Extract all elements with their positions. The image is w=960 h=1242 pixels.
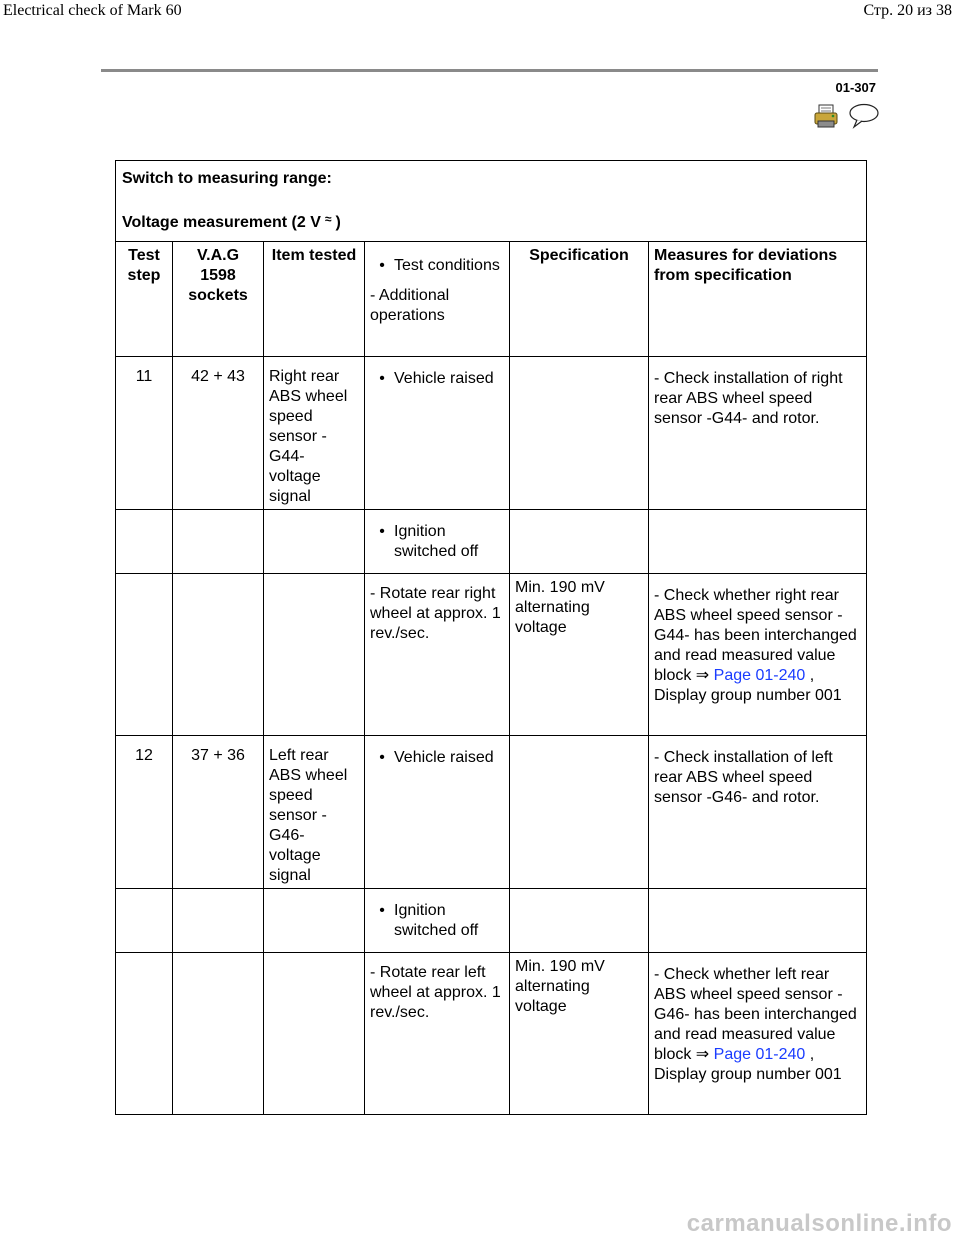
table-row: - Rotate rear left wheel at approx. 1 rev./sec. Min. 190 mV alternating voltage - Check whether left rear ABS wheel speed sensor -G46- has been interchanged and read measured value block ⇒ Page 01-240 , Display group number 001 xyxy=(116,953,867,1115)
header-divider xyxy=(101,69,878,72)
header-test-step: Test step xyxy=(116,242,173,357)
page-link[interactable]: Page 01-240 xyxy=(713,667,806,684)
header-item-tested: Item tested xyxy=(264,242,365,357)
table-row: 11 42 + 43 Right rear ABS wheel speed sensor -G44- voltage signal • Vehicle raised - Check installation of right rear ABS wheel speed sensor -G44- and rotor. xyxy=(116,357,867,510)
header-conditions: • Test conditions - Additional operations xyxy=(365,242,510,357)
header-measures: Measures for deviations from specification xyxy=(649,242,867,357)
printer-icon[interactable] xyxy=(814,103,838,134)
table-row: • Ignition switched off xyxy=(116,889,867,953)
table-caption: Switch to measuring range: Voltage measurement (2 V ≈ ) xyxy=(116,161,867,242)
measurement-table xyxy=(115,160,867,1115)
table-row: 12 37 + 36 Left rear ABS wheel speed sensor -G46- voltage signal • Vehicle raised - Check installation of left rear ABS wheel speed sensor -G46- and rotor. xyxy=(116,736,867,889)
header-specification: Specification xyxy=(510,242,649,357)
page-link[interactable]: Page 01-240 xyxy=(713,1046,806,1063)
speech-bubble-icon[interactable] xyxy=(848,103,880,134)
page-counter: Стр. 20 из 38 xyxy=(863,2,952,19)
table-row: - Rotate rear right wheel at approx. 1 rev./sec. Min. 190 mV alternating voltage - Check whether right rear ABS wheel speed sensor -G44- has been interchanged and read measured value block ⇒ Page 01-240 , Display group number 001 xyxy=(116,574,867,736)
page-number: 01-307 xyxy=(835,80,876,95)
window-title: Electrical check of Mark 60 xyxy=(3,2,182,19)
watermark: carmanualsonline.info xyxy=(686,1210,952,1237)
table-row: • Ignition switched off xyxy=(116,510,867,574)
header-vag-sockets: V.A.G 1598 sockets xyxy=(173,242,264,357)
